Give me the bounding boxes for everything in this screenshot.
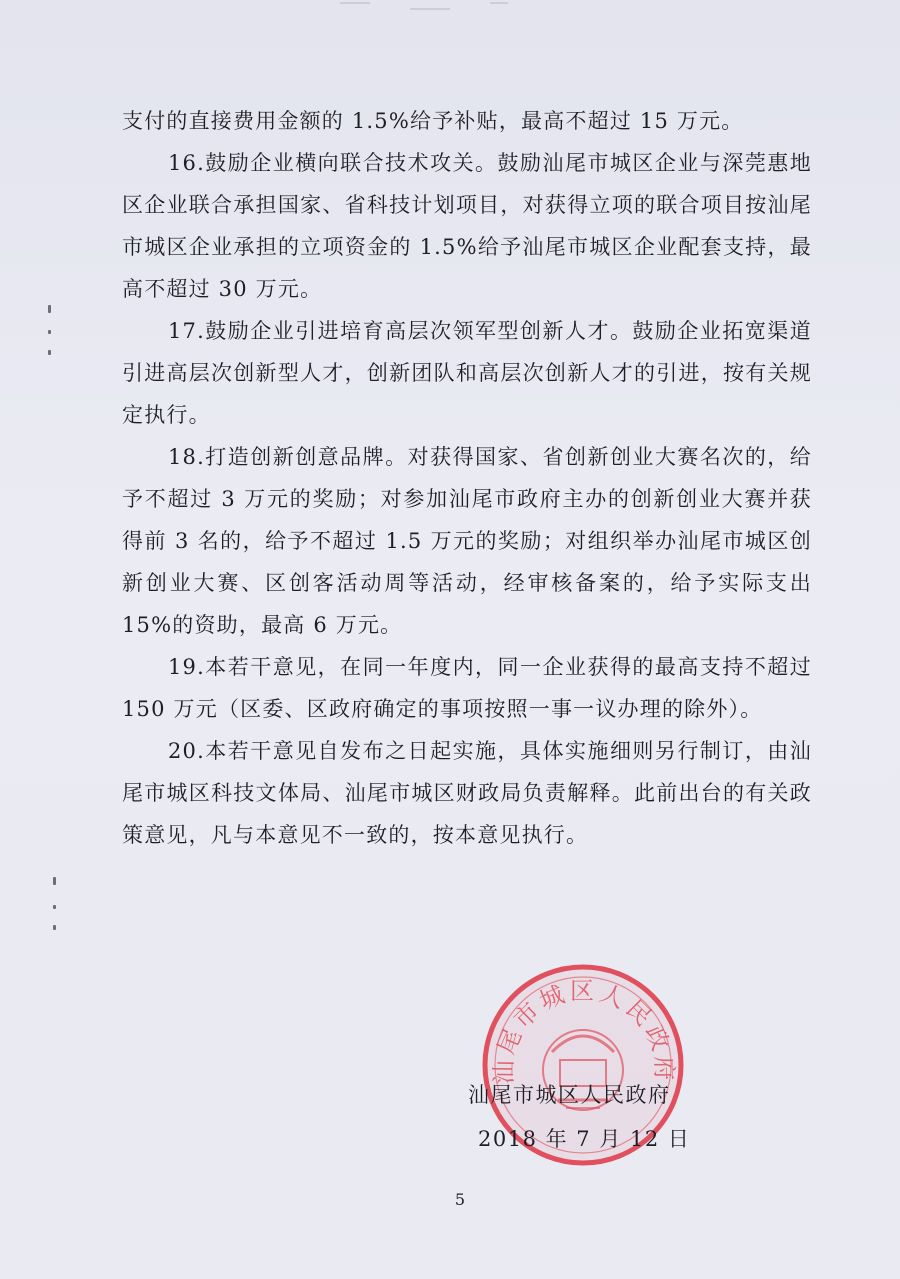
paragraph-continuation: 支付的直接费用金额的 1.5%给予补贴，最高不超过 15 万元。 xyxy=(122,109,744,133)
page-number: 5 xyxy=(454,1190,466,1209)
binding-hole-mark xyxy=(48,305,51,313)
paragraph-item-17: 17.鼓励企业引进培育高层次领军型创新人才。鼓励企业拓宽渠道引进高层次创新型人才，创新团队和高层次创新人才的引进，按有关规定执行。 xyxy=(122,319,812,427)
issue-date: 2018 年 7 月 12 日 xyxy=(478,1127,691,1151)
binding-hole-mark xyxy=(53,905,56,909)
binding-hole-mark xyxy=(53,925,56,930)
binding-hole-mark xyxy=(48,330,51,334)
paragraph-item-16: 16.鼓励企业横向联合技术攻关。鼓励汕尾市城区企业与深莞惠地区企业联合承担国家、省科技计划项目，对获得立项的联合项目按汕尾市城区企业承担的立项资金的 1.5%给予汕尾市城区企业配套支持，最高不超过 30 万元。 xyxy=(122,151,812,301)
issuing-organization: 汕尾市城区人民政府 xyxy=(468,1083,671,1107)
paragraph-item-19: 19.本若干意见，在同一年度内，同一企业获得的最高支持不超过 150 万元（区委、区政府确定的事项按照一事一议办理的除外）。 xyxy=(122,655,812,721)
paragraph-item-20: 20.本若干意见自发布之日起实施，具体实施细则另行制订，由汕尾市城区科技文体局、汕尾市城区财政局负责解释。此前出台的有关政策意见，凡与本意见不一致的，按本意见执行。 xyxy=(122,739,812,847)
document-body xyxy=(122,100,812,856)
svg-text:汕尾市城区人民政府: 汕尾市城区人民政府 xyxy=(491,979,677,1085)
paragraph-item-18: 18.打造创新创意品牌。对获得国家、省创新创业大赛名次的，给予不超过 3 万元的奖励；对参加汕尾市政府主办的创新创业大赛并获得前 3 名的，给予不超过 1.5 万元的奖励；对组织举办汕尾市城区创新创业大赛、区创客活动周等活动，经审核备案的，给予实际支出 15%的资助，最高 6 万元。 xyxy=(122,445,812,637)
binding-hole-mark xyxy=(48,350,51,355)
binding-hole-mark xyxy=(53,877,56,885)
scan-bleed-through xyxy=(300,0,560,20)
